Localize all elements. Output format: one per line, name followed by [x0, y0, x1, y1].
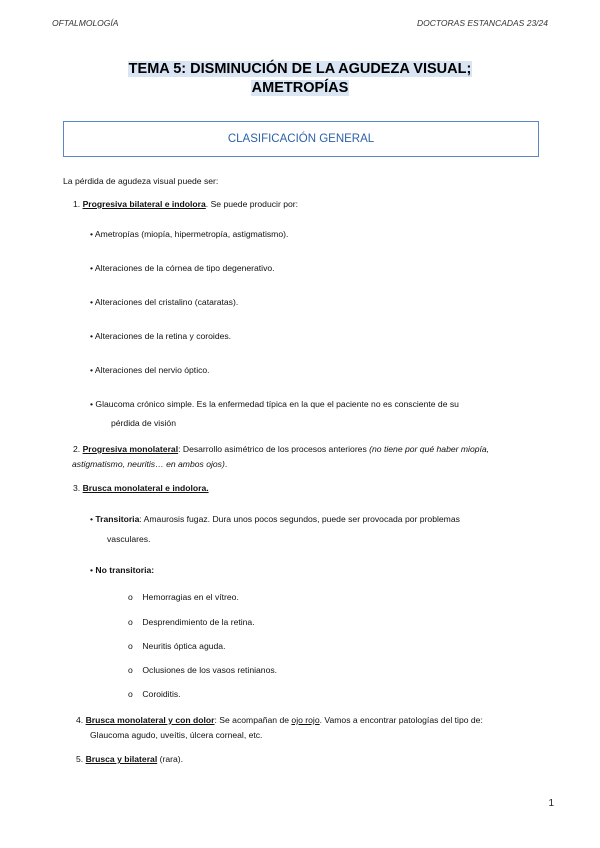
bullet-text: Alteraciones del cristalino (cataratas).	[94, 297, 239, 307]
item-title: Brusca y bilateral	[85, 754, 158, 764]
intro-text: La pérdida de agudeza visual puede ser:	[63, 176, 219, 186]
sub-item: o Coroiditis.	[128, 689, 181, 699]
sub-item: o Desprendimiento de la retina.	[128, 617, 255, 627]
header-right: DOCTORAS ESTANCADAS 23/24	[416, 18, 548, 28]
bullet-item: • Ametropías (miopía, hipermetropía, astigmatismo).	[90, 229, 289, 239]
item-title: Brusca monolateral y con dolor	[85, 715, 215, 725]
item-underlined-text: ojo rojo	[291, 715, 320, 725]
page-title-line2: AMETROPÍAS	[251, 80, 349, 96]
item-italic-text: (no tiene por qué haber miopía,	[369, 444, 490, 454]
list-item-3	[73, 482, 209, 494]
bullet-label: Transitoria	[95, 514, 140, 524]
item-text: : Se acompañan de	[214, 715, 292, 725]
bullet-item: • Alteraciones de la retina y coroides.	[90, 331, 232, 341]
item-number: 5.	[76, 754, 84, 764]
bullet-item: • Glaucoma crónico simple. Es la enfermedad típica en la que el paciente no es consciente de su	[90, 399, 459, 409]
item-number: 2.	[73, 444, 81, 454]
header-left: OFTALMOLOGÍA	[52, 18, 119, 28]
item-number: 1.	[73, 199, 81, 209]
bullet-label: No transitoria	[95, 565, 152, 575]
sub-item-text: Oclusiones de los vasos retinianos.	[142, 665, 278, 675]
bullet-text: Alteraciones del nervio óptico.	[94, 365, 210, 375]
section-heading: CLASIFICACIÓN GENERAL	[63, 121, 539, 157]
list-item-2	[73, 443, 489, 455]
item-text: : Desarrollo asimétrico de los procesos anteriores	[178, 444, 370, 454]
item-italic-text: astigmatismo, neuritis… en ambos ojos)	[72, 459, 225, 469]
bullet-item: • Alteraciones de la córnea de tipo degenerativo.	[90, 263, 275, 273]
bullet-text: Glaucoma crónico simple. Es la enfermedad típica en la que el paciente no es consciente de su	[95, 399, 459, 409]
list-item-4	[76, 714, 483, 726]
item-title: Progresiva monolateral	[82, 444, 179, 454]
bullet-continuation: pérdida de visión	[111, 418, 176, 428]
sub-item-text: Neuritis óptica aguda.	[142, 641, 226, 651]
item-title: Progresiva bilateral e indolora	[82, 199, 206, 209]
list-item-1	[73, 198, 298, 210]
sub-item: o Oclusiones de los vasos retinianos.	[128, 665, 278, 675]
item-text: . Vamos a encontrar patologías del tipo de:	[319, 715, 483, 725]
bullet-item: • Transitoria: Amaurosis fugaz. Dura unos pocos segundos, puede ser provocada por problemas	[90, 514, 460, 524]
sub-item: o Neuritis óptica aguda.	[128, 641, 226, 651]
bullet-item: • Alteraciones del cristalino (cataratas).	[90, 297, 239, 307]
sub-item-text: Coroiditis.	[142, 689, 181, 699]
bullet-continuation: vasculares.	[107, 534, 151, 544]
list-item-2-continuation	[72, 458, 227, 470]
page-title-line1: TEMA 5: DISMINUCIÓN DE LA AGUDEZA VISUAL;	[128, 61, 472, 77]
bullet-text: Ametropías (miopía, hipermetropía, astigmatismo).	[94, 229, 289, 239]
sub-item: o Hemorragias en el vítreo.	[128, 592, 239, 602]
item-text: .	[224, 459, 228, 469]
item-number: 3.	[73, 483, 81, 493]
item-number: 4.	[76, 715, 84, 725]
item-text: . Se puede producir por:	[205, 199, 298, 209]
item-title: Brusca monolateral e indolora.	[82, 483, 209, 493]
bullet-item: • Alteraciones del nervio óptico.	[90, 365, 210, 375]
list-item-5	[76, 753, 183, 765]
bullet-text: : Amaurosis fugaz. Dura unos pocos segundos, puede ser provocada por problemas	[139, 514, 460, 524]
sub-item-text: Desprendimiento de la retina.	[142, 617, 255, 627]
bullet-text: Alteraciones de la retina y coroides.	[94, 331, 232, 341]
bullet-text: Alteraciones de la córnea de tipo degenerativo.	[94, 263, 275, 273]
bullet-item: • No transitoria:	[90, 565, 155, 575]
bullet-colon: :	[151, 565, 155, 575]
page-title	[0, 60, 600, 98]
list-item-4-continuation: Glaucoma agudo, uveítis, úlcera corneal, etc.	[90, 730, 263, 740]
item-text: (rara).	[157, 754, 183, 764]
page-number: 1	[548, 798, 554, 809]
sub-item-text: Hemorragias en el vítreo.	[142, 592, 239, 602]
